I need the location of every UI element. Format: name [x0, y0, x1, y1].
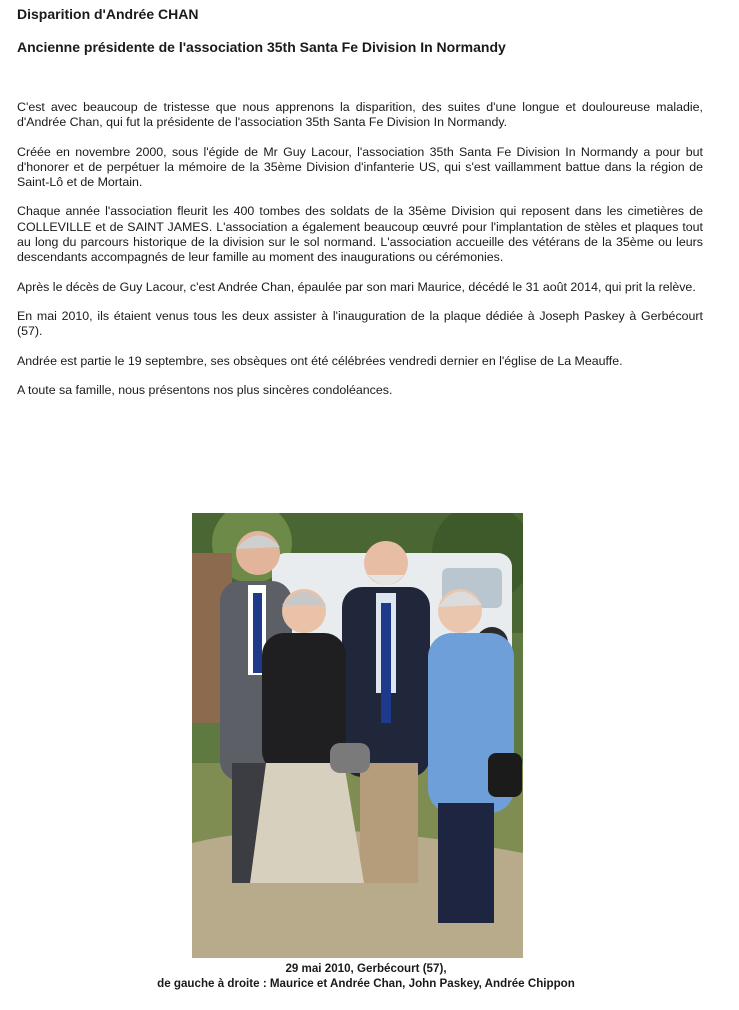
- paragraph: A toute sa famille, nous présentons nos plus sincères condoléances.: [17, 382, 393, 397]
- paragraph: C'est avec beaucoup de tristesse que nous apprenons la disparition, des suites d'une longue et douloureuse maladie, d'Andrée Chan, qui fut la présidente de l'association 35th Santa Fe Division In Normandy.: [17, 100, 703, 130]
- caption-line-2: de gauche à droite : Maurice et Andrée Chan, John Paskey, Andrée Chippon: [157, 977, 575, 990]
- article-body: [17, 100, 703, 412]
- paragraph: En mai 2010, ils étaient venus tous les deux assister à l'inauguration de la plaque dédiée à Joseph Paskey à Gerbécourt (57).: [17, 308, 703, 339]
- paragraph: Andrée est partie le 19 septembre, ses obsèques ont été célébrées vendredi dernier en l'église de La Meauffe.: [17, 353, 623, 368]
- paragraph: Créée en novembre 2000, sous l'égide de Mr Guy Lacour, l'association 35th Santa Fe Division In Normandy a pour but d'honorer et de perpétuer la mémoire de la 35ème Division d'infanterie US, qui s'est vaillamment battue dans la région de Saint-Lô et de Mortain.: [17, 144, 703, 190]
- paragraph: Chaque année l'association fleurit les 400 tombes des soldats de la 35ème Division qui reposent dans les cimetières de COLLEVILLE et de SAINT JAMES. L'association a également beaucoup œuvré pour l'implantation de stèles et plaques tout au long du parcours historique de la division sur le sol normand. L'association accueille des vétérans de la 35ème ou leurs descendants accompagnés de leur famille au moment des inaugurations ou cérémonies.: [17, 204, 703, 265]
- paragraph: Après le décès de Guy Lacour, c'est Andrée Chan, épaulée par son mari Maurice, décédé le 31 août 2014, qui prit la relève.: [17, 279, 696, 294]
- group-photo: [192, 513, 523, 958]
- caption-line-1: 29 mai 2010, Gerbécourt (57),: [285, 962, 447, 975]
- article-subtitle: Ancienne présidente de l'association 35th Santa Fe Division In Normandy: [17, 39, 506, 55]
- photo-caption: [100, 961, 632, 991]
- article-title: Disparition d'Andrée CHAN: [17, 6, 199, 22]
- group-photo-illustration: [192, 513, 523, 958]
